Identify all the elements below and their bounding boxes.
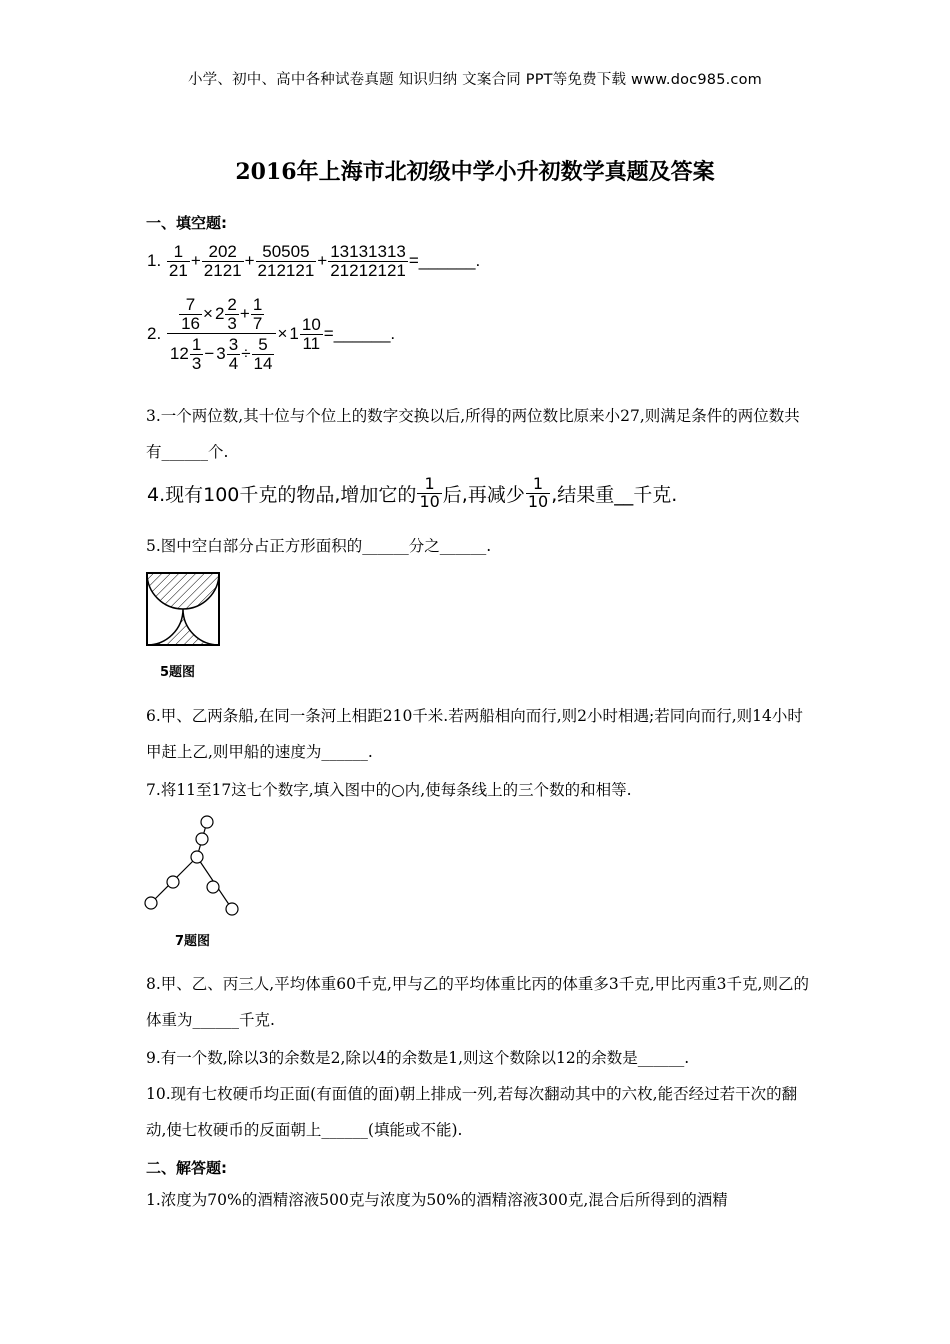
question-6: 6.甲、乙两条船,在同一条河上相距210千米.若两船相向而行,则2小时相遇;若同向而行,则14小时甲赶上乙,则甲船的速度为______. — [146, 707, 803, 761]
figure-7-caption: 7题图 — [175, 934, 211, 949]
question-5: 5.图中空白部分占正方形面积的______分之______. — [146, 537, 492, 555]
figure-5-square-diagram — [146, 572, 220, 646]
q1-fraction: $\frac{202}{2121}$ — [203, 242, 242, 280]
question-7: 7.将11至17这七个数字,填入图中的○内,使每条线上的三个数的和相等. — [146, 781, 632, 799]
section-answer-title: 二、解答题: — [146, 1159, 227, 1177]
question-2: 2. $\frac{7}{16}$ × 2 $\frac{2}{3}$ + $\frac{1}{7}$ 12 $\frac{1}{3}$ − 3 $\frac{3}{4}$ ÷ $\frac{5}{14}$ × 1 $\frac{10}{11}$ =______. — [147, 295, 396, 373]
q2-compound-fraction: $\frac{7}{16}$ × 2 $\frac{2}{3}$ + $\frac{1}{7}$ 12 $\frac{1}{3}$ − 3 $\frac{3}{4}$ ÷ $\frac{5}{14}$ — [167, 296, 277, 372]
q1-number: 1. — [147, 251, 162, 271]
question-4: 4.现有100千克的物品,增加它的 $\frac{1}{10}$ 后,再减少 $\frac{1}{10}$ ,结果重__千克. — [147, 474, 678, 511]
page-title: 2016年上海市北初级中学小升初数学真题及答案 — [235, 159, 715, 185]
q1-fraction: $\frac{13131313}{21212121}$ — [330, 242, 406, 280]
solve-question-1: 1.浓度为70%的酒精溶液500克与浓度为50%的酒精溶液300克,混合后所得到的酒精 — [146, 1191, 728, 1209]
section-fill-in-title: 一、填空题: — [146, 214, 227, 232]
question-10: 10.现有七枚硬币均正面(有面值的面)朝上排成一列,若每次翻动其中的六枚,能否经过若干次的翻动,使七枚硬币的反面朝上______(填能或不能). — [146, 1085, 798, 1139]
q1-answer-blank: =______. — [408, 251, 481, 271]
question-1: 1. $\frac{1}{21}$ + $\frac{202}{2121}$ + $\frac{50505}{212121}$ + $\frac{13131313}{21212121}$ =______. — [147, 242, 481, 280]
question-8: 8.甲、乙、丙三人,平均体重60千克,甲与乙的平均体重比丙的体重多3千克,甲比丙重3千克,则乙的体重为______千克. — [146, 975, 809, 1029]
figure-7-circle-diagram — [140, 812, 244, 922]
q2-answer-blank: =______. — [323, 324, 396, 344]
q1-fraction: $\frac{1}{21}$ — [168, 242, 188, 280]
question-9: 9.有一个数,除以3的余数是2,除以4的余数是1,则这个数除以12的余数是______. — [146, 1049, 690, 1067]
q2-number: 2. — [147, 324, 162, 344]
page-header: 小学、初中、高中各种试卷真题 知识归纳 文案合同 PPT等免费下载 www.doc985.com — [187, 72, 763, 88]
figure-5-caption: 5题图 — [160, 665, 196, 680]
question-3: 3.一个两位数,其十位与个位上的数字交换以后,所得的两位数比原来小27,则满足条件的两位数共有______个. — [146, 407, 800, 461]
q1-fraction: $\frac{50505}{212121}$ — [257, 242, 315, 280]
